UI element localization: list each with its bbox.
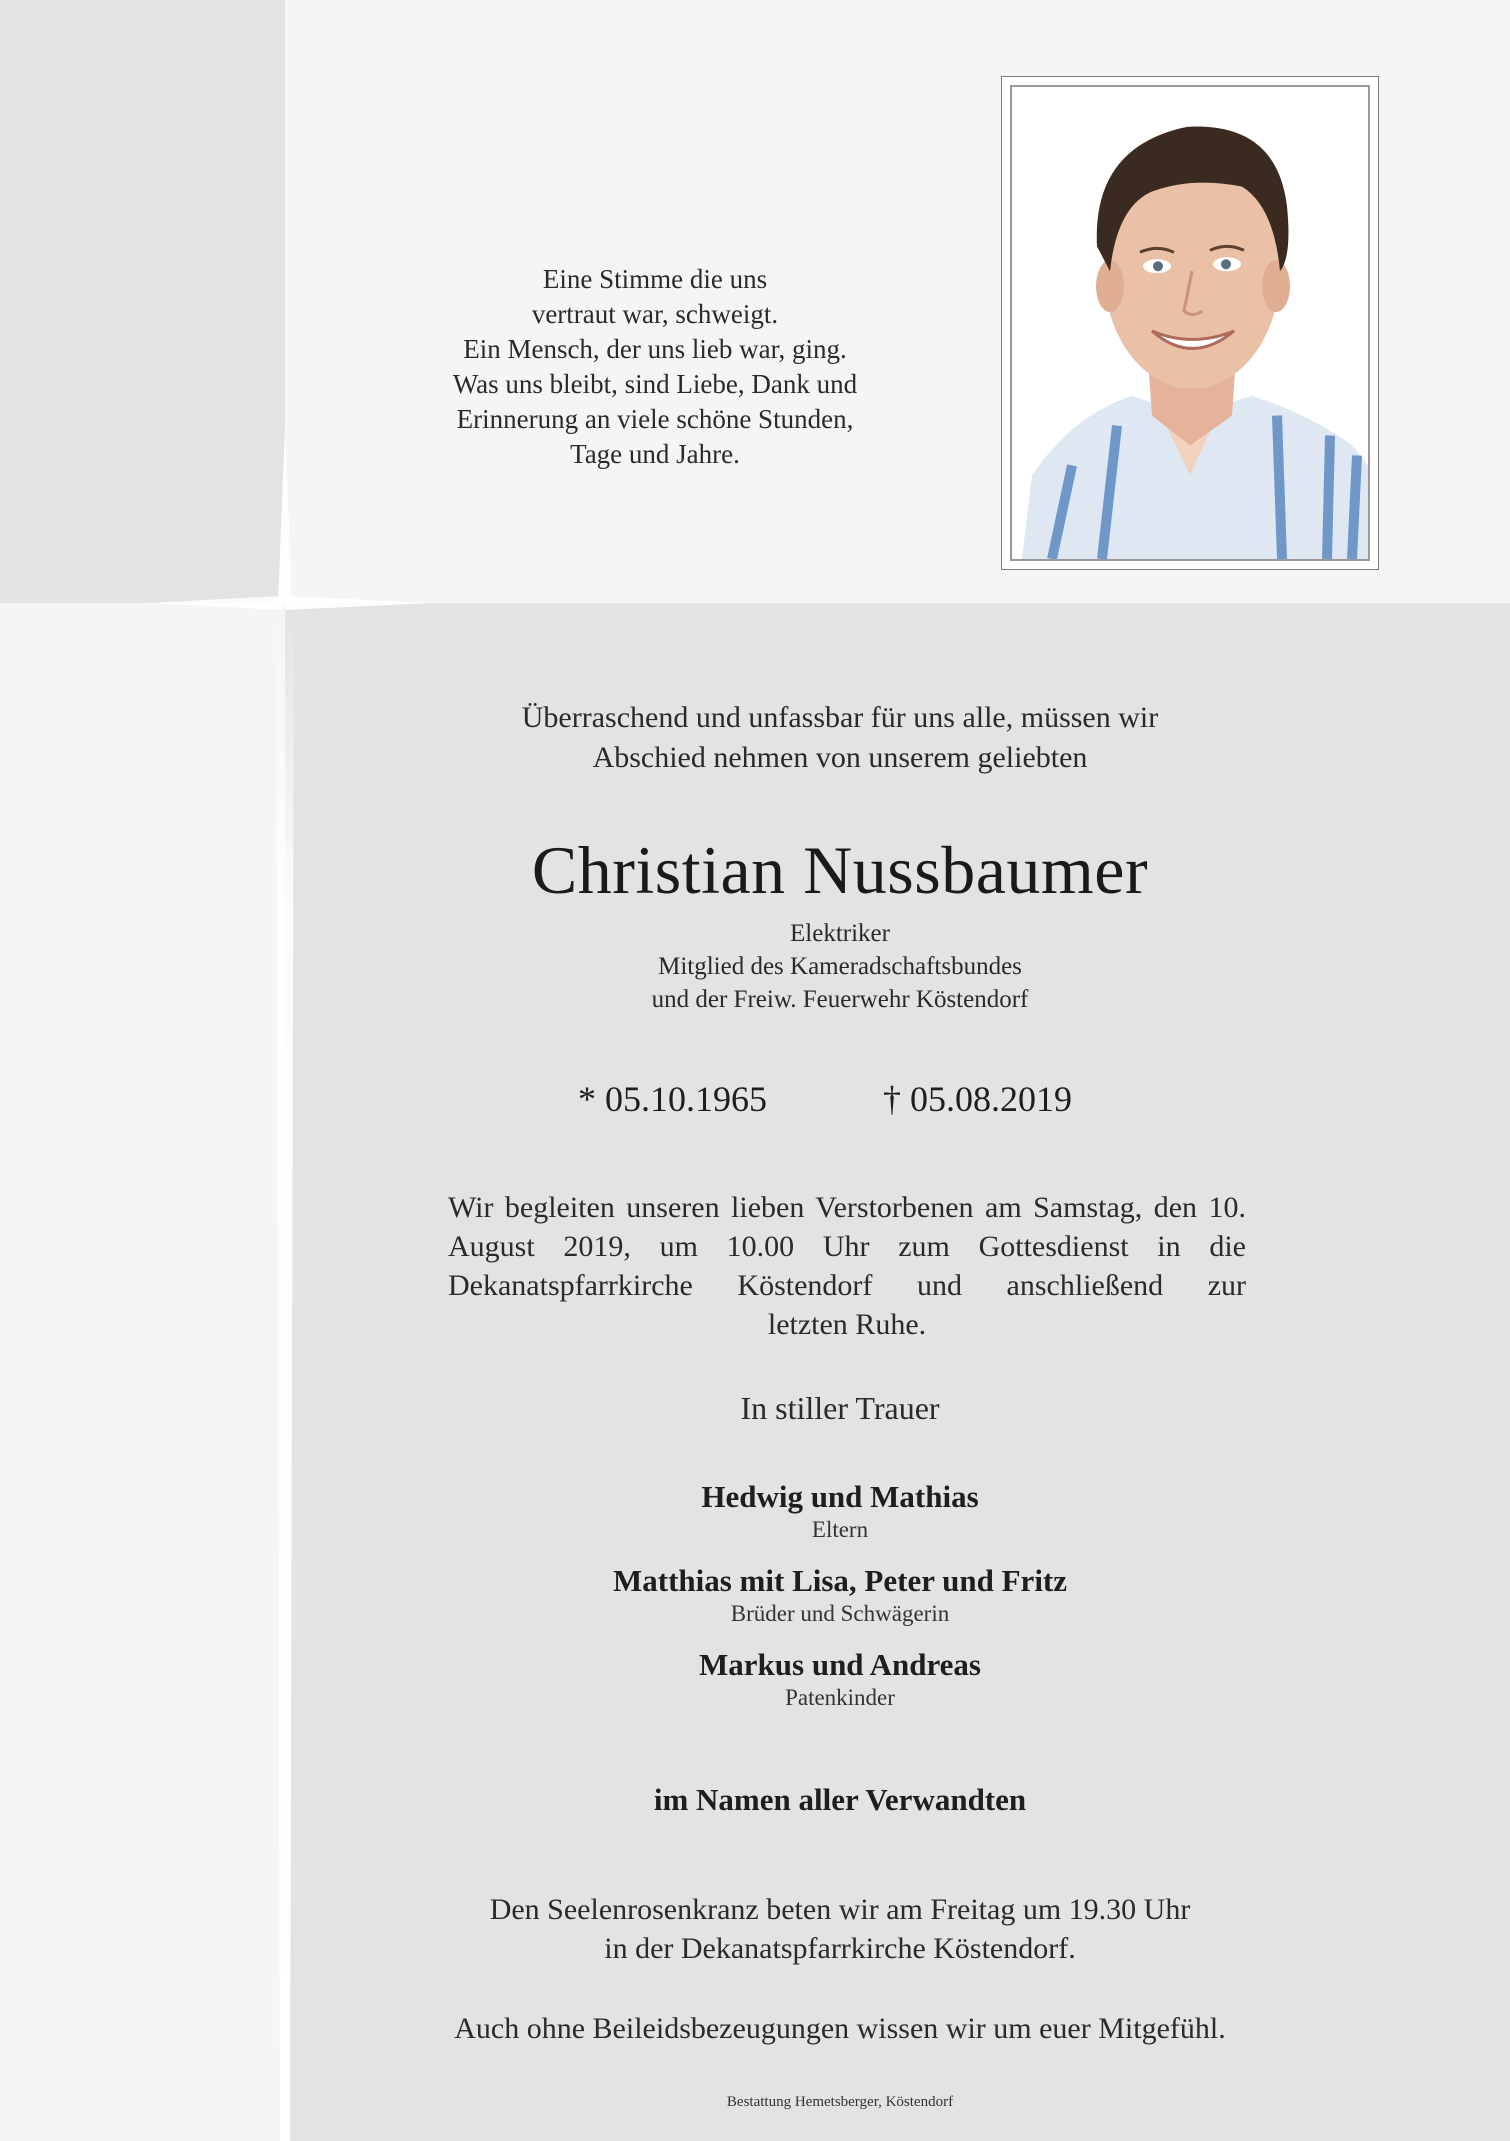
sympathy-note: Auch ohne Beileidsbezeugungen wissen wir um euer Mitgefühl. — [454, 2012, 1226, 2045]
poem-line: vertraut war, schweigt. — [531, 299, 779, 329]
membership-line: Mitglied des Kameradschaftsbundes — [658, 953, 1022, 980]
poem-line: Ein Mensch, der uns lieb war, ging. — [463, 334, 847, 364]
rosary-line: in der Dekanatspfarrkirche Köstendorf. — [604, 1932, 1076, 1965]
mourner-entry — [400, 1478, 1280, 1544]
deceased-name: Christian Nussbaumer — [531, 832, 1149, 908]
mourner-names: Hedwig und Mathias — [701, 1479, 979, 1514]
rosary-line: Den Seelenrosenkranz beten wir am Freitag um 19.30 Uhr — [489, 1893, 1191, 1926]
mourner-names: Matthias mit Lisa, Peter und Fritz — [612, 1563, 1068, 1598]
mourner-relation: Patenkinder — [785, 1685, 895, 1710]
portrait-image — [1012, 87, 1368, 559]
birth-date: * 05.10.1965 — [578, 1079, 767, 1119]
funeral-text: Wir begleiten unseren lieben Verstorbenen am Samstag, den 10. August 2019, um 10.00 Uhr zum Gottesdienst in die Dekanatspfarrkirche Köstendorf und anschließend zur — [448, 1191, 1246, 1302]
funeral-text-end: letzten Ruhe. — [767, 1308, 927, 1341]
background-strip — [0, 0, 285, 603]
occupation: Elektriker — [790, 920, 890, 947]
portrait-frame — [1001, 76, 1379, 570]
death-date: † 05.08.2019 — [883, 1079, 1072, 1119]
intro-text — [400, 698, 1280, 778]
funeral-details — [448, 1188, 1246, 1344]
mourner-relation: Brüder und Schwägerin — [730, 1601, 950, 1626]
membership-line: und der Freiw. Feuerwehr Köstendorf — [651, 986, 1029, 1013]
mourner-names: Markus und Andreas — [699, 1647, 981, 1682]
poem-line: Eine Stimme die uns — [542, 264, 768, 294]
poem-line: Erinnerung an viele schöne Stunden, — [456, 404, 854, 434]
poem-line: Tage und Jahre. — [570, 439, 740, 469]
deceased-details — [400, 917, 1280, 1016]
portrait-photo — [1010, 85, 1370, 561]
intro-line: Überraschend und unfassbar für uns alle, müssen wir — [521, 701, 1159, 734]
mourners-list — [400, 1478, 1280, 1730]
undertaker-credit: Bestattung Hemetsberger, Köstendorf — [726, 2094, 954, 2110]
memorial-poem — [400, 262, 910, 472]
closing-line: im Namen aller Verwandten — [653, 1782, 1027, 1817]
life-dates — [400, 1078, 1280, 1128]
mourning-heading: In stiller Trauer — [740, 1390, 940, 1426]
mourner-entry — [400, 1646, 1280, 1712]
poem-line: Was uns bleibt, sind Liebe, Dank und — [452, 369, 858, 399]
intro-line: Abschied nehmen von unserem geliebten — [592, 741, 1088, 774]
mourner-relation: Eltern — [811, 1517, 869, 1542]
rosary-notice — [400, 1890, 1280, 1968]
mourner-entry — [400, 1562, 1280, 1628]
